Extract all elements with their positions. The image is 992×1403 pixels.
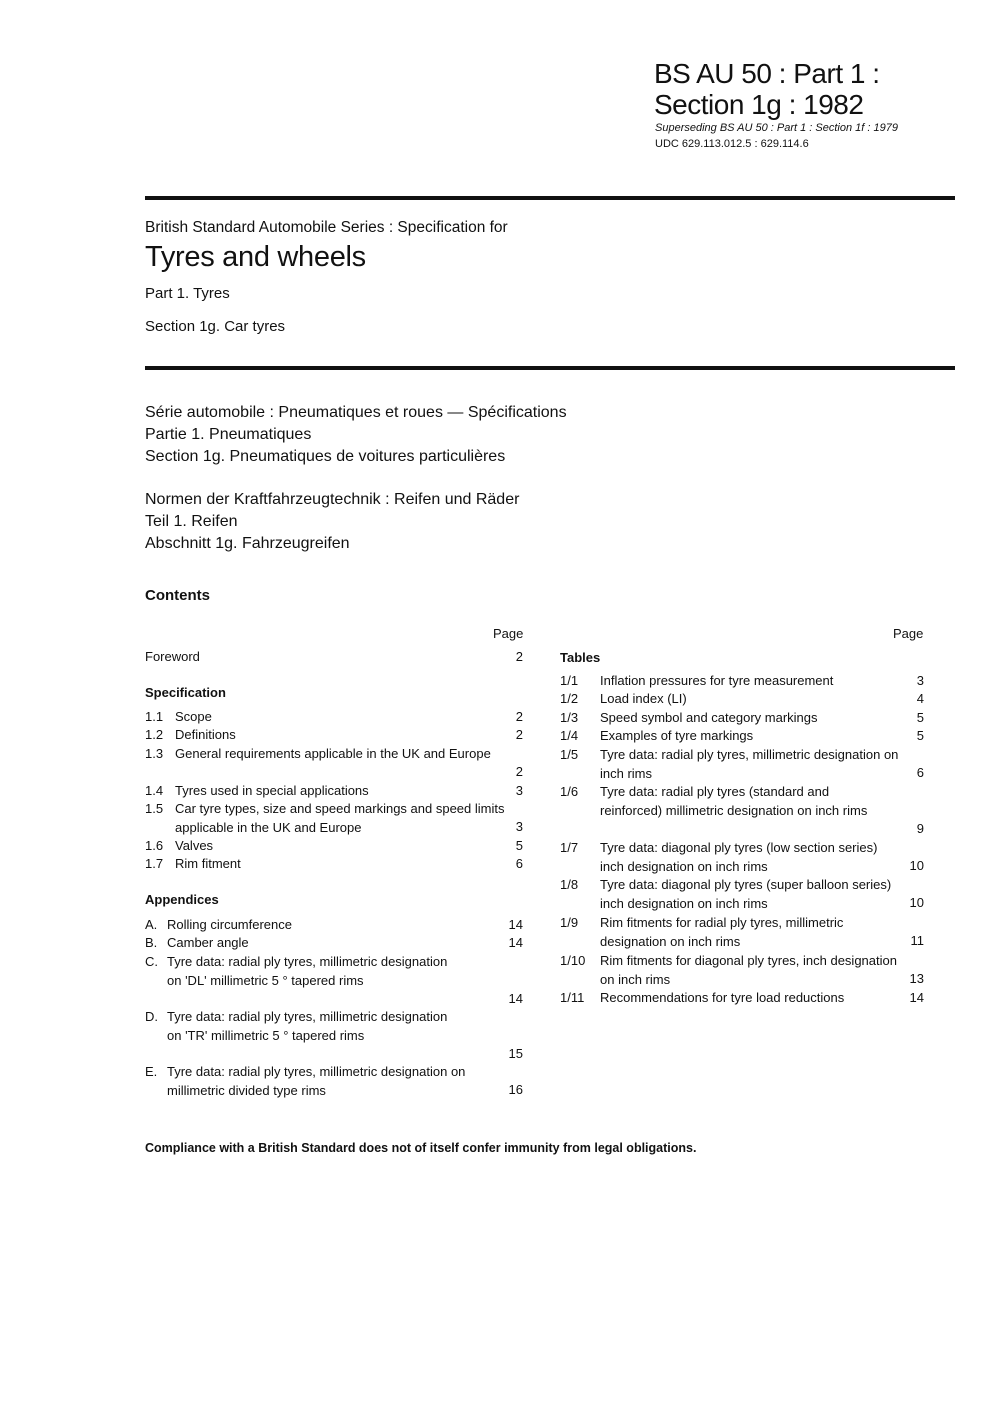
spec-number: 1.3 bbox=[145, 746, 164, 761]
table-title: Rim fitments for diagonal ply tyres, inch designation on inch rims bbox=[600, 953, 897, 987]
spec-page: 3 bbox=[515, 783, 523, 798]
appendix-entry[interactable] bbox=[145, 1063, 525, 1100]
spec-number: 1.7 bbox=[145, 856, 164, 871]
table-page: 10 bbox=[909, 895, 924, 910]
appendix-page: 14 bbox=[508, 917, 523, 932]
appendix-letter: C. bbox=[145, 954, 158, 969]
appendix-letter: B. bbox=[145, 935, 158, 950]
superseding-note: Superseding BS AU 50 : Part 1 : Section 1f : 1979 bbox=[655, 122, 898, 134]
series-line: British Standard Automobile Series : Specification for bbox=[145, 219, 508, 236]
table-title: Examples of tyre markings bbox=[600, 728, 754, 743]
table-title: Recommendations for tyre load reductions bbox=[600, 990, 845, 1005]
table-title: Tyre data: radial ply tyres, millimetric designation on inch rims bbox=[600, 747, 899, 781]
appendix-page: 16 bbox=[508, 1082, 523, 1097]
table-page: 10 bbox=[909, 858, 924, 873]
table-number: 1/2 bbox=[560, 691, 579, 706]
table-page: 4 bbox=[916, 691, 924, 706]
appendix-page: 14 bbox=[508, 991, 523, 1006]
spec-entry[interactable] bbox=[145, 800, 525, 837]
spec-number: 1.5 bbox=[145, 801, 164, 816]
legal-notice: Compliance with a British Standard does not of itself confer immunity from legal obligations. bbox=[145, 1141, 697, 1155]
french-line-3: Section 1g. Pneumatiques de voitures particulières bbox=[145, 448, 506, 465]
german-line-3: Abschnitt 1g. Fahrzeugreifen bbox=[145, 535, 350, 552]
table-number: 1/7 bbox=[560, 840, 579, 855]
table-title: Inflation pressures for tyre measurement bbox=[600, 673, 834, 688]
spec-page: 2 bbox=[515, 709, 523, 724]
contents-heading: Contents bbox=[145, 587, 210, 604]
appendix-title: Camber angle bbox=[167, 935, 249, 950]
document-number-line-1: BS AU 50 : Part 1 : bbox=[654, 58, 880, 89]
table-title: Tyre data: radial ply tyres (standard and reinforced) millimetric designation on inch rims bbox=[600, 784, 868, 818]
table-entry[interactable] bbox=[560, 746, 926, 783]
foreword-page: 2 bbox=[515, 649, 523, 664]
table-number: 1/1 bbox=[560, 673, 579, 688]
table-page: 9 bbox=[916, 821, 924, 836]
table-page: 6 bbox=[916, 765, 924, 780]
appendix-page: 15 bbox=[508, 1046, 523, 1061]
french-title bbox=[145, 402, 567, 468]
table-entry[interactable] bbox=[560, 914, 926, 951]
table-number: 1/9 bbox=[560, 915, 579, 930]
spec-number: 1.4 bbox=[145, 783, 164, 798]
page-column-label-left: Page bbox=[493, 626, 524, 641]
spec-number: 1.6 bbox=[145, 838, 164, 853]
spec-title: Car tyre types, size and speed markings and speed limits applicable in the UK and Europe bbox=[175, 801, 505, 835]
page-title: Tyres and wheels bbox=[145, 241, 366, 273]
top-rule bbox=[145, 196, 955, 200]
foreword-label: Foreword bbox=[145, 649, 200, 664]
appendix-letter: E. bbox=[145, 1064, 158, 1079]
table-number: 1/4 bbox=[560, 728, 579, 743]
french-line-2: Partie 1. Pneumatiques bbox=[145, 426, 312, 443]
table-title: Tyre data: diagonal ply tyres (super balloon series) inch designation on inch rims bbox=[600, 877, 892, 911]
appendices-heading: Appendices bbox=[145, 892, 219, 907]
german-line-2: Teil 1. Reifen bbox=[145, 513, 238, 530]
spec-number: 1.2 bbox=[145, 727, 164, 742]
table-entry[interactable] bbox=[560, 783, 926, 838]
table-title: Speed symbol and category markings bbox=[600, 710, 818, 725]
german-title bbox=[145, 489, 519, 555]
table-page: 11 bbox=[910, 933, 924, 948]
table-title: Tyre data: diagonal ply tyres (low section series) inch designation on inch rims bbox=[600, 840, 878, 874]
table-number: 1/11 bbox=[560, 990, 585, 1005]
spec-entry[interactable] bbox=[145, 745, 525, 782]
table-page: 5 bbox=[916, 728, 924, 743]
part-line: Part 1. Tyres bbox=[145, 285, 230, 302]
document-number bbox=[654, 58, 880, 120]
spec-title: Scope bbox=[175, 709, 212, 724]
table-page: 14 bbox=[909, 990, 924, 1005]
french-line-1: Série automobile : Pneumatiques et roues — Spécifications bbox=[145, 404, 567, 421]
page-column-label-right: Page bbox=[893, 626, 924, 641]
section-line: Section 1g. Car tyres bbox=[145, 318, 286, 335]
document-number-line-2: Section 1g : 1982 bbox=[654, 89, 864, 120]
table-page: 3 bbox=[916, 673, 924, 688]
appendix-title: Tyre data: radial ply tyres, millimetric designation on millimetric divided type rims bbox=[167, 1064, 466, 1098]
spec-title: Rim fitment bbox=[175, 856, 241, 871]
spec-number: 1.1 bbox=[145, 709, 164, 724]
table-title: Rim fitments for radial ply tyres, millimetric designation on inch rims bbox=[600, 915, 844, 949]
table-number: 1/6 bbox=[560, 784, 579, 799]
table-number: 1/8 bbox=[560, 877, 579, 892]
appendix-letter: A. bbox=[145, 917, 158, 932]
appendix-title: Rolling circumference bbox=[167, 917, 292, 932]
spec-page: 6 bbox=[515, 856, 523, 871]
spec-title: General requirements applicable in the UK and Europe bbox=[175, 746, 491, 761]
spec-page: 5 bbox=[515, 838, 523, 853]
spec-title: Tyres used in special applications bbox=[175, 783, 369, 798]
spec-title: Definitions bbox=[175, 727, 236, 742]
udc-code: UDC 629.113.012.5 : 629.114.6 bbox=[655, 138, 809, 150]
table-entry[interactable] bbox=[560, 839, 926, 876]
appendix-letter: D. bbox=[145, 1009, 158, 1024]
appendix-title: Tyre data: radial ply tyres, millimetric designation on 'TR' millimetric 5 ° tapered rims bbox=[167, 1009, 448, 1043]
appendix-entry[interactable] bbox=[145, 953, 525, 1008]
spec-title: Valves bbox=[175, 838, 214, 853]
specification-heading: Specification bbox=[145, 685, 226, 700]
spec-page: 2 bbox=[515, 764, 523, 779]
middle-rule bbox=[145, 366, 955, 370]
table-page: 13 bbox=[909, 971, 924, 986]
table-title: Load index (LI) bbox=[600, 691, 687, 706]
tables-heading: Tables bbox=[560, 650, 601, 665]
table-entry[interactable] bbox=[560, 952, 926, 989]
appendix-entry[interactable] bbox=[145, 1008, 525, 1063]
spec-page: 2 bbox=[515, 727, 523, 742]
appendix-page: 14 bbox=[508, 935, 523, 950]
table-page: 5 bbox=[916, 710, 924, 725]
table-number: 1/10 bbox=[560, 953, 586, 968]
table-number: 1/3 bbox=[560, 710, 579, 725]
appendix-title: Tyre data: radial ply tyres, millimetric designation on 'DL' millimetric 5 ° tapered rims bbox=[167, 954, 448, 988]
table-entry[interactable] bbox=[560, 876, 926, 913]
table-number: 1/5 bbox=[560, 747, 579, 762]
spec-page: 3 bbox=[515, 819, 523, 834]
german-line-1: Normen der Kraftfahrzeugtechnik : Reifen und Räder bbox=[145, 491, 520, 508]
